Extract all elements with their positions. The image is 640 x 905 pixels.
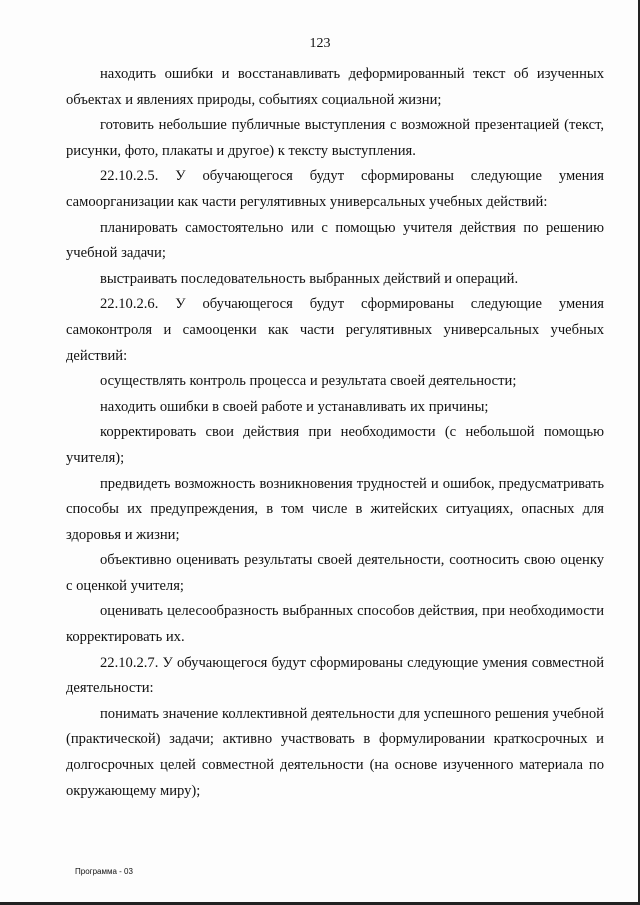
section-heading-paragraph: 22.10.2.5. У обучающегося будут сформированы следующие умения самоорганизации как части регулятивных универсальных учебных действий:	[66, 168, 604, 210]
section-heading-paragraph: 22.10.2.7. У обучающегося будут сформированы следующие умения совместной деятельности:	[66, 654, 604, 697]
paragraph: предвидеть возможность возникновения трудностей и ошибок, предусматривать способы их предупреждения, в том числе в житейских ситуациях, опасных для здоровья и жизни;	[66, 475, 604, 543]
page-number: 123	[309, 36, 331, 51]
paragraph: оценивать целесообразность выбранных способов действия, при необходимости корректировать их.	[66, 603, 604, 646]
paragraph: готовить небольшие публичные выступления с возможной презентацией (текст, рисунки, фото, плакаты и другое) к тексту выступления.	[66, 117, 604, 159]
paragraph: осуществлять контроль процесса и результата своей деятельности;	[100, 373, 517, 390]
body-text	[66, 62, 604, 804]
paragraph: понимать значение коллективной деятельности для успешного решения учебной (практической) задачи; активно участвовать в формулировании краткосрочных и долгосрочных целей совместной деятельности (на основе изученного материала по окружающему миру);	[66, 705, 604, 799]
paragraph: объективно оценивать результаты своей деятельности, соотносить свою оценку с оценкой учителя;	[66, 552, 604, 594]
paragraph: находить ошибки в своей работе и устанавливать их причины;	[100, 398, 489, 415]
paragraph: выстраивать последовательность выбранных действий и операций.	[100, 270, 519, 287]
paragraph: находить ошибки и восстанавливать деформированный текст об изученных объектах и явлениях природы, событиях социальной жизни;	[66, 66, 604, 108]
section-heading-paragraph: 22.10.2.6. У обучающегося будут сформированы следующие умения самоконтроля и самооценки как части регулятивных универсальных учебных действий:	[66, 296, 604, 364]
footer-label: Программа - 03	[75, 867, 133, 876]
paragraph: корректировать свои действия при необходимости (с небольшой помощью учителя);	[66, 424, 604, 466]
paragraph: планировать самостоятельно или с помощью учителя действия по решению учебной задачи;	[66, 219, 604, 262]
